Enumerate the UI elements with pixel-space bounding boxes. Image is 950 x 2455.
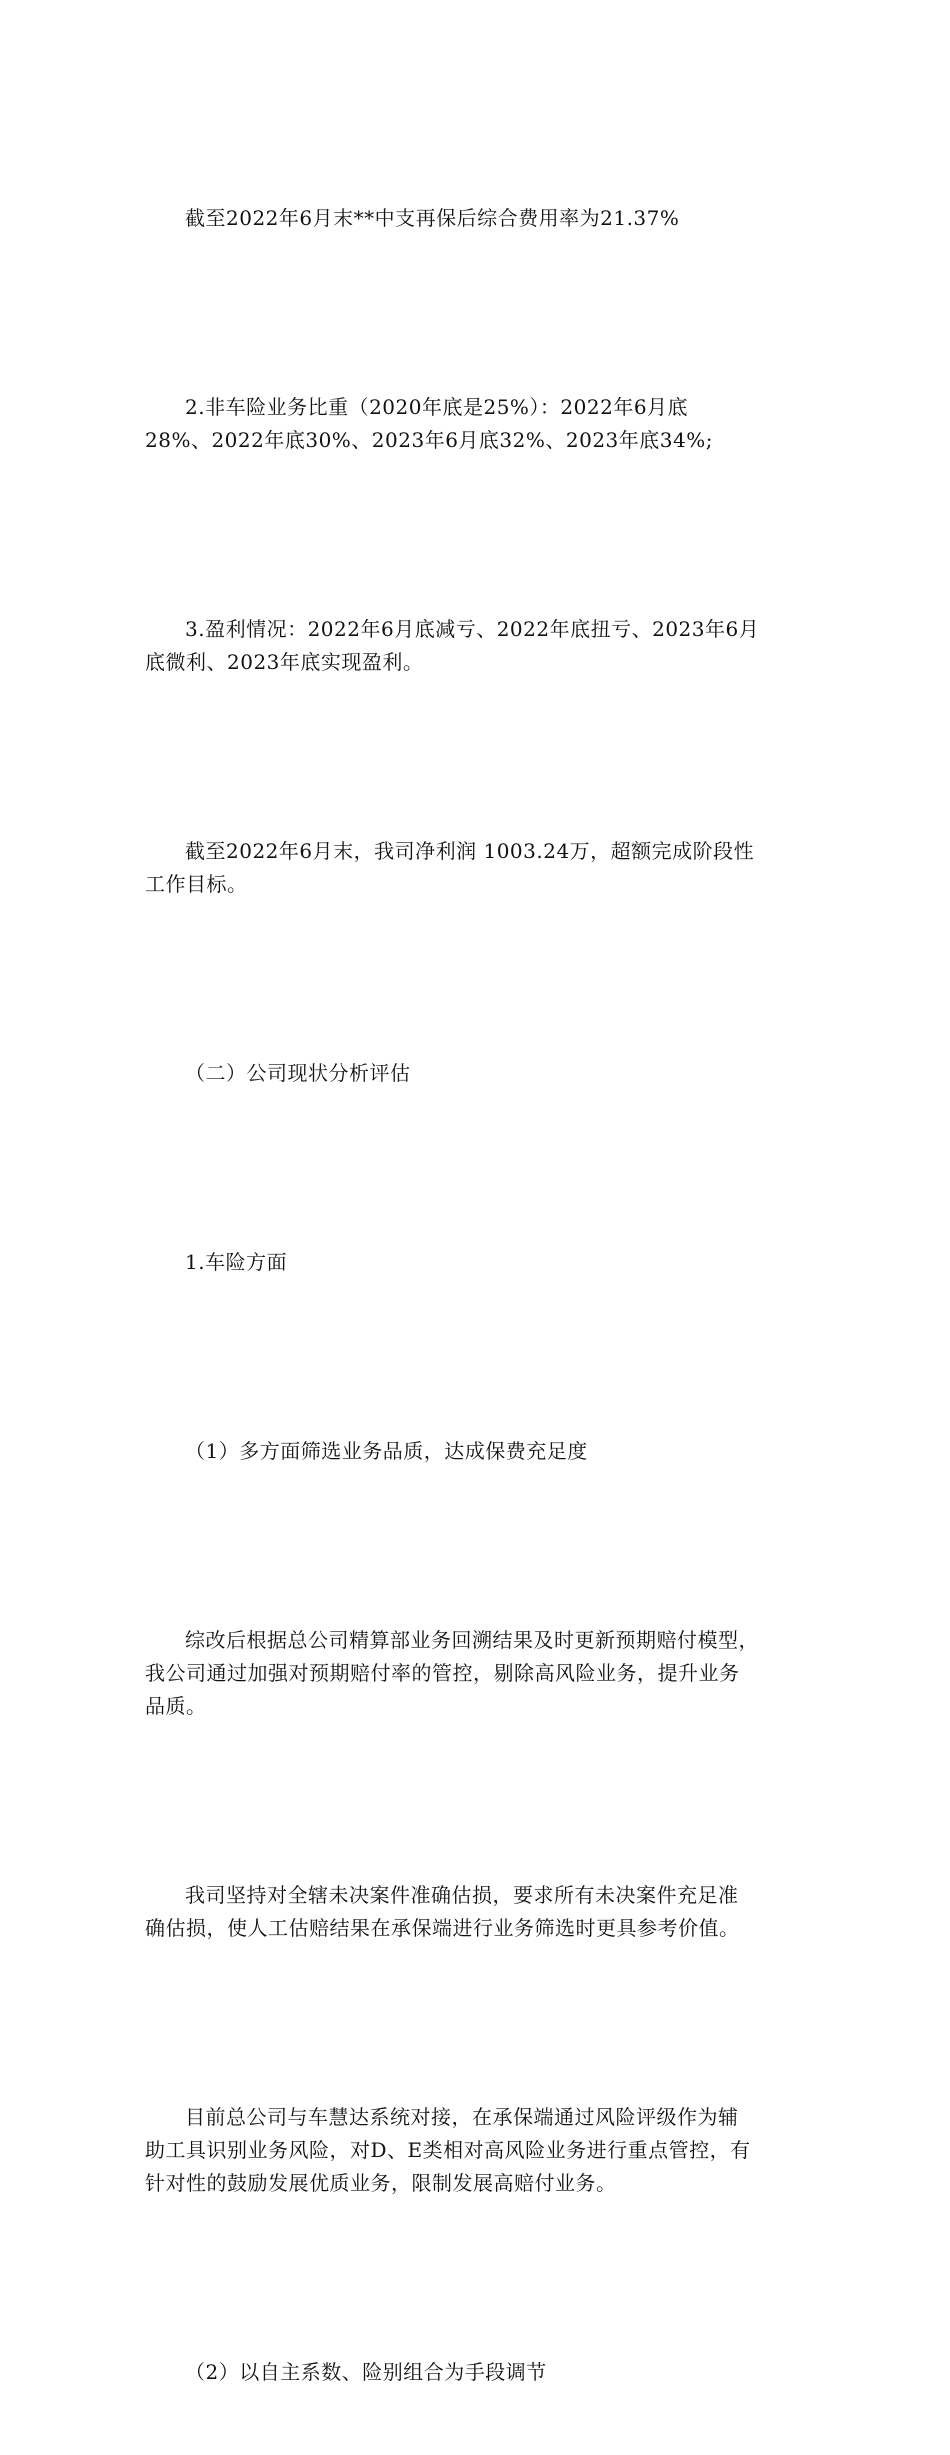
paragraph-profitability bbox=[145, 547, 805, 745]
paragraph-line: 1.车险方面 bbox=[185, 1250, 288, 1274]
paragraph-line: 综改后根据总公司精算部业务回溯结果及时更新预期赔付模型， bbox=[185, 1628, 759, 1652]
paragraph-line: 2.非车险业务比重（2020年底是25%）：2022年6月底 bbox=[185, 395, 689, 419]
subheading-coefficient-adjustment bbox=[145, 2290, 805, 2455]
paragraph-line: 确估损，使人工估赔结果在承保端进行业务筛选时更具参考价值。 bbox=[145, 1916, 740, 1940]
paragraph-line: 目前总公司与车慧达系统对接，在承保端通过风险评级作为辅 bbox=[185, 2105, 739, 2129]
paragraph-line: 工作目标。 bbox=[145, 872, 248, 896]
paragraph-line: 截至2022年6月末**中支再保后综合费用率为21.37% bbox=[185, 206, 680, 230]
paragraph-line: 助工具识别业务风险，对D、E类相对高风险业务进行重点管控，有 bbox=[145, 2138, 751, 2162]
paragraph-line: （2）以自主系数、险别组合为手段调节 bbox=[185, 2360, 547, 2384]
paragraph-line: 3.盈利情况：2022年6月底减亏、2022年底扭亏、2023年6月 bbox=[185, 617, 760, 641]
subheading-auto-insurance bbox=[145, 1180, 805, 1345]
document-body bbox=[145, 136, 805, 2455]
paragraph-claim-estimation bbox=[145, 1813, 805, 2011]
paragraph-net-profit bbox=[145, 769, 805, 967]
paragraph-line: 28%、2022年底30%、2023年6月底32%、2023年底34%; bbox=[145, 428, 713, 452]
paragraph-line: 我司坚持对全辖未决案件准确估损，要求所有未决案件充足准 bbox=[185, 1883, 739, 1907]
paragraph-line: 截至2022年6月末，我司净利润 1003.24万，超额完成阶段性 bbox=[185, 839, 755, 863]
paragraph-line: 品质。 bbox=[145, 1694, 207, 1718]
paragraph-line: 底微利、2023年底实现盈利。 bbox=[145, 650, 424, 674]
paragraph-line: 针对性的鼓励发展优质业务，限制发展高赔付业务。 bbox=[145, 2171, 617, 2195]
paragraph-risk-rating bbox=[145, 2035, 805, 2266]
paragraph-payout-model bbox=[145, 1558, 805, 1789]
paragraph-line: （二）公司现状分析评估 bbox=[185, 1061, 411, 1085]
section-heading-status-analysis bbox=[145, 991, 805, 1156]
paragraph-line: （1）多方面筛选业务品质，达成保费充足度 bbox=[185, 1439, 588, 1463]
paragraph-expense-ratio bbox=[145, 136, 805, 301]
paragraph-non-auto-share bbox=[145, 325, 805, 523]
paragraph-line: 我公司通过加强对预期赔付率的管控，剔除高风险业务，提升业务 bbox=[145, 1661, 740, 1685]
subheading-business-quality bbox=[145, 1369, 805, 1534]
